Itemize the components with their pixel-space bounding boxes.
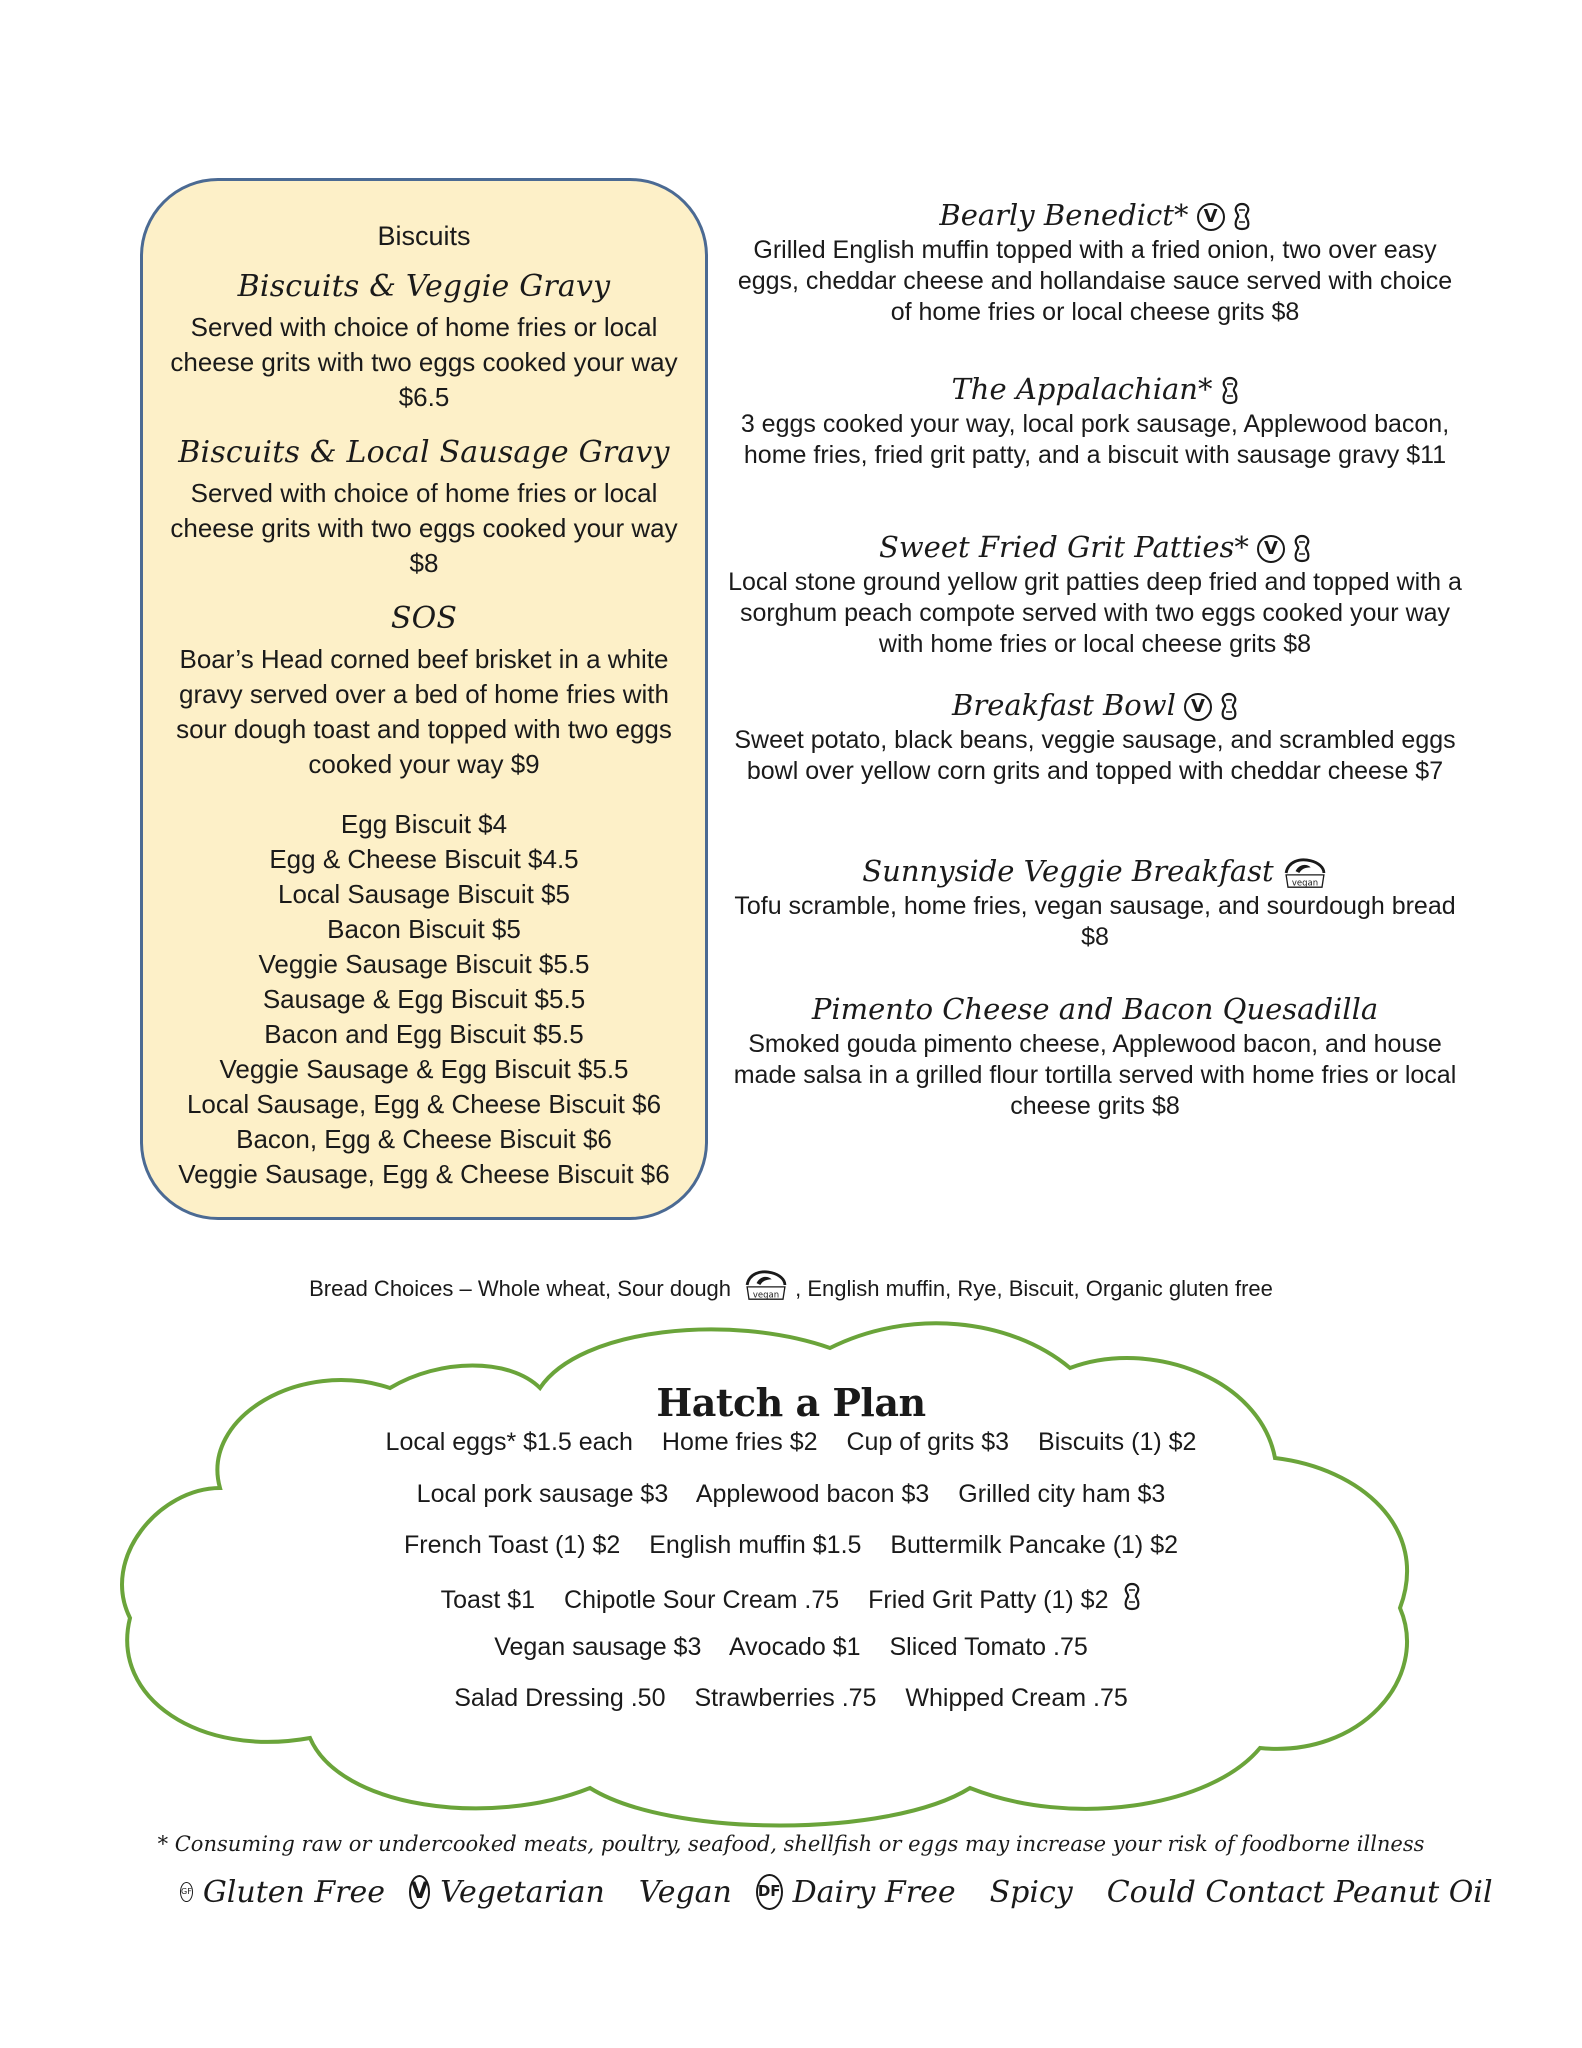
menu-item-sweet-fried-grit-patties	[728, 528, 1462, 660]
hatch-item: Salad Dressing .50	[454, 1684, 666, 1712]
menu-item-sunnyside-veggie-breakfast	[728, 852, 1462, 953]
legend-label-vegan: Vegan	[638, 1874, 732, 1910]
gluten-free-icon: GF	[180, 1882, 193, 1902]
item-name: Breakfast Bowl	[952, 688, 1176, 722]
peanut-icon	[1123, 1582, 1141, 1612]
list-item: Veggie Sausage Biscuit $5.5	[258, 949, 590, 979]
food-safety-disclaimer: * Consuming raw or undercooked meats, poultry, seafood, shellfish or eggs may increase your risk of foodborne illness	[157, 1832, 1425, 1856]
hatch-row	[0, 1531, 1582, 1560]
vegetarian-icon: V	[1197, 203, 1225, 231]
hatch-item: Avocado $1	[728, 1633, 861, 1661]
hatch-item: Local pork sausage $3	[416, 1480, 669, 1508]
peanut-icon	[1233, 202, 1251, 232]
hatch-row	[0, 1428, 1582, 1457]
hatch-row	[0, 1582, 1582, 1615]
item-heading	[728, 196, 1462, 235]
item-description: Served with choice of home fries or local cheese grits with two eggs cooked your way $8	[170, 478, 678, 578]
menu-item-sos	[163, 601, 685, 782]
peanut-icon	[1220, 692, 1238, 722]
hatch-row	[0, 1633, 1582, 1662]
vegan-icon-label: vegan	[753, 1290, 780, 1301]
list-item: Local Sausage, Egg & Cheese Biscuit $6	[186, 1089, 662, 1119]
menu-item-biscuits-sausage-gravy	[163, 435, 685, 581]
item-name: The Appalachian*	[951, 372, 1213, 406]
peanut-icon	[1293, 534, 1311, 564]
menu-item-pimento-quesadilla	[728, 990, 1462, 1122]
legend-label-dairy-free: Dairy Free	[792, 1874, 956, 1910]
hatch-item: Cup of grits $3	[846, 1428, 1010, 1456]
item-heading	[728, 370, 1462, 409]
hatch-row	[0, 1480, 1582, 1509]
hatch-item: Sliced Tomato .75	[889, 1633, 1088, 1661]
bread-choices	[0, 1268, 1582, 1302]
legend-label-peanut-oil: Could Contact Peanut Oil	[1106, 1874, 1493, 1910]
hatch-item: Local eggs* $1.5 each	[385, 1428, 633, 1456]
item-name: Sunnyside Veggie Breakfast	[862, 854, 1274, 888]
list-item: Veggie Sausage, Egg & Cheese Biscuit $6	[178, 1159, 670, 1189]
biscuits-heading: Biscuits	[377, 221, 471, 251]
item-description: Smoked gouda pimento cheese, Applewood bacon, and house made salsa in a grilled flour tortilla served with home fries or local cheese grits $8	[733, 1030, 1457, 1120]
item-description: Served with choice of home fries or local cheese grits with two eggs cooked your way $6.5	[170, 312, 678, 412]
item-heading	[728, 852, 1462, 891]
hatch-item: Chipotle Sour Cream .75	[564, 1586, 840, 1614]
item-name: Biscuits & Veggie Gravy	[237, 269, 611, 304]
hatch-item: Strawberries .75	[694, 1684, 877, 1712]
item-description: Local stone ground yellow grit patties deep fried and topped with a sorghum peach compote served with two eggs cooked your way with home fries or local cheese grits $8	[728, 568, 1462, 658]
hatch-item: Home fries $2	[661, 1428, 818, 1456]
item-description: Grilled English muffin topped with a fried onion, two over easy eggs, cheddar cheese and hollandaise sauce served with choice of home fries or local cheese grits $8	[737, 236, 1453, 326]
dairy-free-icon: DF	[756, 1874, 783, 1910]
menu-item-breakfast-bowl	[728, 686, 1462, 787]
list-item: Bacon, Egg & Cheese Biscuit $6	[236, 1124, 612, 1154]
legend-label-spicy: Spicy	[989, 1874, 1073, 1910]
bread-choices-text: Bread Choices – Whole wheat, Sour dough	[309, 1276, 732, 1301]
hatch-item: Toast $1	[440, 1586, 536, 1614]
item-heading	[728, 528, 1462, 567]
hatch-item: Grilled city ham $3	[958, 1480, 1166, 1508]
hatch-item: Whipped Cream .75	[905, 1684, 1128, 1712]
hatch-item: Applewood bacon $3	[695, 1480, 930, 1508]
bread-choices-text-end: , English muffin, Rye, Biscuit, Organic gluten free	[795, 1276, 1273, 1301]
hatch-row	[0, 1684, 1582, 1713]
item-name: Pimento Cheese and Bacon Quesadilla	[811, 992, 1379, 1026]
item-description: Sweet potato, black beans, veggie sausage, and scrambled eggs bowl over yellow corn grits and topped with cheddar cheese $7	[734, 726, 1456, 785]
hatch-item: Fried Grit Patty (1) $2	[868, 1586, 1109, 1614]
item-name: Biscuits & Local Sausage Gravy	[178, 435, 670, 470]
vegetarian-icon: V	[1184, 693, 1212, 721]
legend-label-gluten-free: Gluten Free	[202, 1874, 386, 1910]
hatch-item: Vegan sausage $3	[494, 1633, 702, 1661]
vegan-icon-label: vegan	[1291, 878, 1318, 889]
item-name: Bearly Benedict*	[939, 198, 1189, 232]
list-item: Egg & Cheese Biscuit $4.5	[269, 844, 579, 874]
hatch-item: Buttermilk Pancake (1) $2	[890, 1531, 1178, 1559]
list-item: Bacon and Egg Biscuit $5.5	[264, 1019, 584, 1049]
list-item: Bacon Biscuit $5	[327, 914, 521, 944]
item-heading	[728, 686, 1462, 725]
biscuit-list	[153, 807, 695, 1192]
vegetarian-icon: V	[409, 1875, 430, 1909]
item-name: Sweet Fried Grit Patties*	[878, 530, 1249, 564]
vegan-icon	[743, 1268, 789, 1302]
list-item: Local Sausage Biscuit $5	[278, 879, 570, 909]
vegan-icon	[1282, 856, 1328, 890]
menu-item-bearly-benedict	[728, 196, 1462, 328]
menu-item-appalachian	[728, 370, 1462, 471]
biscuits-panel	[140, 178, 708, 1220]
item-description: 3 eggs cooked your way, local pork sausage, Applewood bacon, home fries, fried grit patty, and a biscuit with sausage gravy $11	[740, 410, 1450, 469]
item-heading	[728, 990, 1462, 1029]
dietary-legend	[180, 1870, 1493, 1914]
list-item: Sausage & Egg Biscuit $5.5	[262, 984, 586, 1014]
vegetarian-icon: V	[1257, 535, 1285, 563]
legend-label-vegetarian: Vegetarian	[440, 1874, 605, 1910]
list-item: Veggie Sausage & Egg Biscuit $5.5	[219, 1054, 629, 1084]
menu-item-biscuits-veggie-gravy	[163, 269, 685, 415]
peanut-icon	[1221, 376, 1239, 406]
hatch-item: Biscuits (1) $2	[1038, 1428, 1197, 1456]
hatch-title: Hatch a Plan	[656, 1380, 926, 1425]
item-name: SOS	[390, 601, 458, 636]
hatch-item: English muffin $1.5	[649, 1531, 862, 1559]
item-description: Boar’s Head corned beef brisket in a white gravy served over a bed of home fries with sour dough toast and topped with two eggs cooked your way $9	[176, 644, 672, 779]
hatch-item: French Toast (1) $2	[403, 1531, 621, 1559]
list-item: Egg Biscuit $4	[340, 809, 508, 839]
item-description: Tofu scramble, home fries, vegan sausage, and sourdough bread $8	[734, 892, 1456, 951]
